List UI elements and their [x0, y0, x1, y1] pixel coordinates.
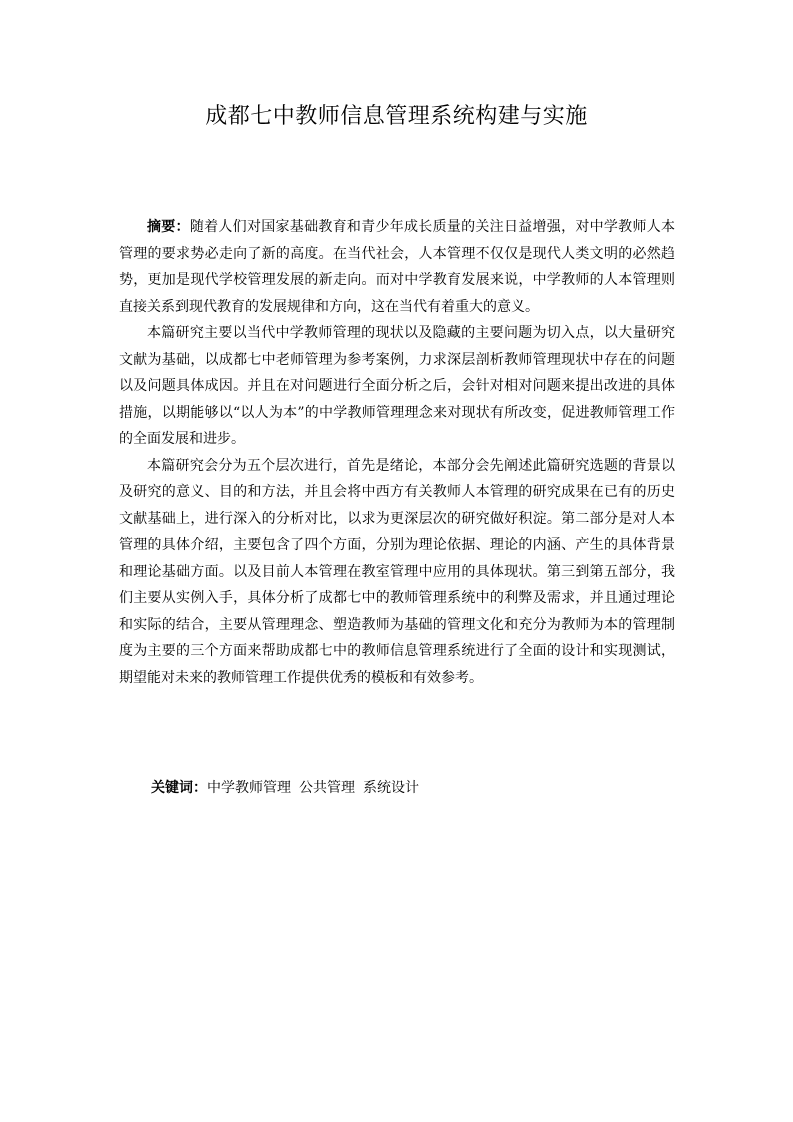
abstract-label: 摘要：	[147, 219, 190, 235]
abstract-paragraph-2: 本篇研究主要以当代中学教师管理的现状以及隐藏的主要问题为切入点，以大量研究文献为基础，以成都七中老师管理为参考案例，力求深层剖析教师管理现状中存在的问题以及问题具体成因。并且在对问题进行全面分析之后，会针对相对问题来提出改进的具体措施，以期能够以“以人为本”的中学教师管理理念来对现状有所改变，促进教师管理工作的全面发展和进步。	[119, 325, 675, 447]
keyword-item: 系统设计	[363, 780, 419, 796]
keywords-label: 关键词：	[151, 780, 207, 796]
keywords-line	[151, 775, 419, 801]
keyword-item: 公共管理	[299, 780, 355, 796]
keyword-item: 中学教师管理	[207, 780, 291, 796]
abstract-paragraph-1-text: 随着人们对国家基础教育和青少年成长质量的关注日益增强，对中学教师人本管理的要求势必走向了新的高度。在当代社会，人本管理不仅仅是现代人类文明的必然趋势，更加是现代学校管理发展的新走向。而对中学教育发展来说，中学教师的人本管理则直接关系到现代教育的发展规律和方向，这在当代有着重大的意义。	[119, 219, 676, 315]
abstract-paragraph-1	[119, 214, 675, 320]
document-title: 成都七中教师信息管理系统构建与实施	[205, 104, 588, 129]
abstract-paragraph-3: 本篇研究会分为五个层次进行，首先是绪论，本部分会先阐述此篇研究选题的背景以及研究的意义、目的和方法，并且会将中西方有关教师人本管理的研究成果在已有的历史文献基础上，进行深入的分析对比，以求为更深层次的研究做好积淀。第二部分是对人本管理的具体介绍，主要包含了四个方面，分别为理论依据、理论的内涵、产生的具体背景和理论基础方面。以及目前人本管理在教室管理中应用的具体现状。第三到第五部分，我们主要从实例入手，具体分析了成都七中的教师管理系统中的利弊及需求，并且通过理论和实际的结合，主要从管理理念、塑造教师为基础的管理文化和充分为教师为本的管理制度为主要的三个方面来帮助成都七中的教师信息管理系统进行了全面的设计和实现测试，期望能对未来的教师管理工作提供优秀的模板和有效参考。	[119, 457, 675, 686]
abstract-section	[119, 214, 675, 691]
